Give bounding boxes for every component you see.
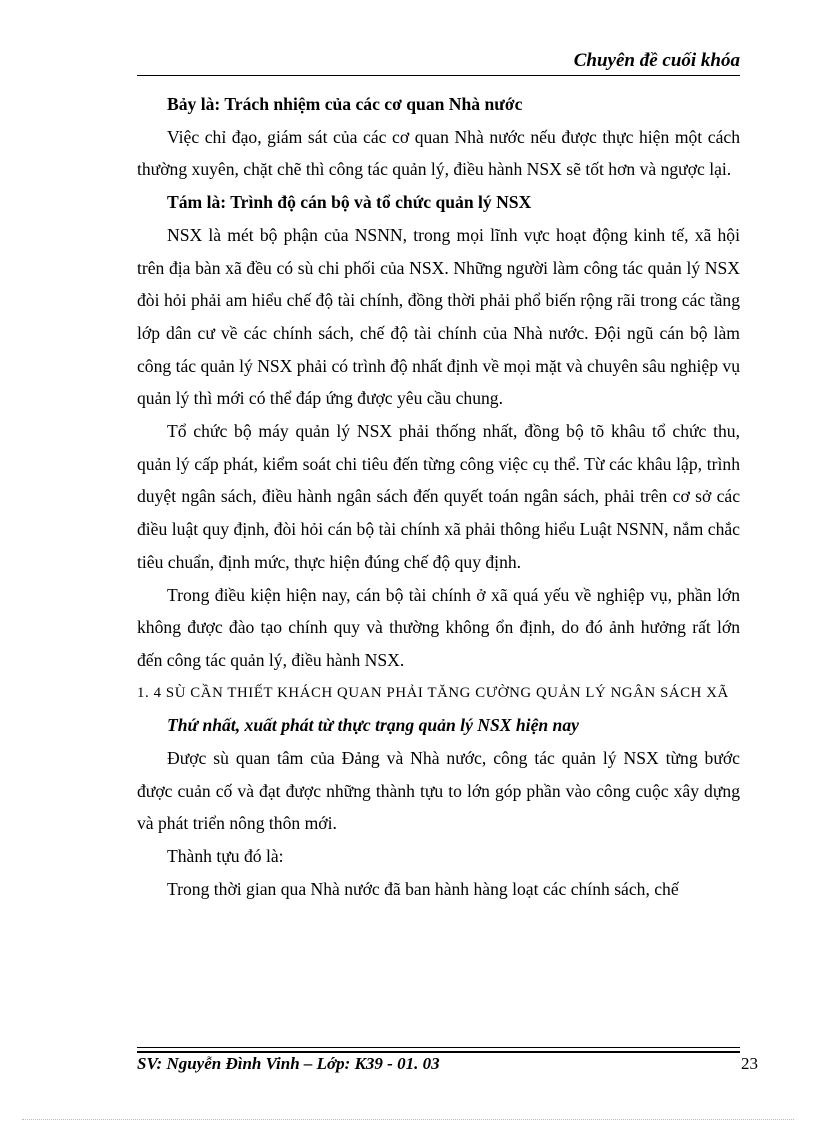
- header-rule: [137, 75, 740, 76]
- paragraph: NSX là mét bộ phận của NSNN, trong mọi lĩnh vực hoạt động kinh tế, xã hội trên địa bàn xã đều có sù chi phối của NSX. Những người làm công tác quản lý NSX đòi hỏi phải am hiểu chế độ tài chính, đồng thời phải phổ biến rộng rãi trong các tầng lớp dân cư về các chính sách, chế độ tài chính của Nhà nước. Đội ngũ cán bộ làm công tác quản lý NSX phải có trình độ nhất định về mọi mặt và chuyên sâu nghiệp vụ quản lý thì mới có thể đáp ứng được yêu cầu chung.: [137, 224, 740, 409]
- paragraph: Trong điều kiện hiện nay, cán bộ tài chính ở xã quá yếu về nghiệp vụ, phần lớn không được đào tạo chính quy và thường không ổn định, do đó ảnh hưởng rất lớn đến công tác quản lý, điều hành NSX.: [137, 584, 740, 670]
- section-heading: 1. 4 SÙ CẦN THIẾT KHÁCH QUAN PHẢI TĂNG CƯỜNG QUẢN LÝ NGÂN SÁCH XÃ: [137, 684, 729, 701]
- paragraph: Tổ chức bộ máy quản lý NSX phải thống nhất, đồng bộ tõ khâu tổ chức thu, quản lý cấp phát, kiểm soát chi tiêu đến từng công việc cụ thể. Từ các khâu lập, trình duyệt ngân sách, điều hành ngân sách đến quyết toán ngân sách, phải trên cơ sở các điều luật quy định, đòi hỏi cán bộ tài chính xã phải thông hiểu Luật NSNN, nắm chắc tiêu chuẩn, định mức, thực hiện đúng chế độ quy định.: [137, 421, 740, 572]
- paragraph: Trong thời gian qua Nhà nước đã ban hành hàng loạt các chính sách, chế: [167, 878, 679, 899]
- paragraph: Việc chỉ đạo, giám sát của các cơ quan Nhà nước nếu được thực hiện một cách thường xuyên, chặt chẽ thì công tác quản lý, điều hành NSX sẽ tốt hơn và ngược lại.: [137, 126, 740, 180]
- heading-bay-la: Bảy là: Trách nhiệm của các cơ quan Nhà nước: [167, 94, 523, 114]
- subheading-thu-nhat: Thứ nhất, xuất phát từ thực trạng quản lý NSX hiện nay: [167, 715, 579, 736]
- document-body: [137, 88, 740, 906]
- footer-author: SV: Nguyễn Đình Vinh – Lớp: K39 - 01. 03: [137, 1054, 440, 1073]
- paragraph: Thành tựu đó là:: [167, 846, 284, 867]
- page-number: 23: [741, 1054, 758, 1073]
- page-edge: [22, 1119, 794, 1120]
- footer-rule-thick: [137, 1051, 740, 1053]
- header-title: Chuyên đề cuối khóa: [573, 50, 740, 71]
- footer-rule: [137, 1047, 740, 1048]
- paragraph: Được sù quan tâm của Đảng và Nhà nước, công tác quản lý NSX từng bước được cuản cố và đạt được những thành tựu to lớn góp phần vào công cuộc xây dựng và phát triển nông thôn mới.: [137, 748, 740, 834]
- heading-tam-la: Tám là: Trình độ cán bộ và tổ chức quản lý NSX: [167, 192, 532, 213]
